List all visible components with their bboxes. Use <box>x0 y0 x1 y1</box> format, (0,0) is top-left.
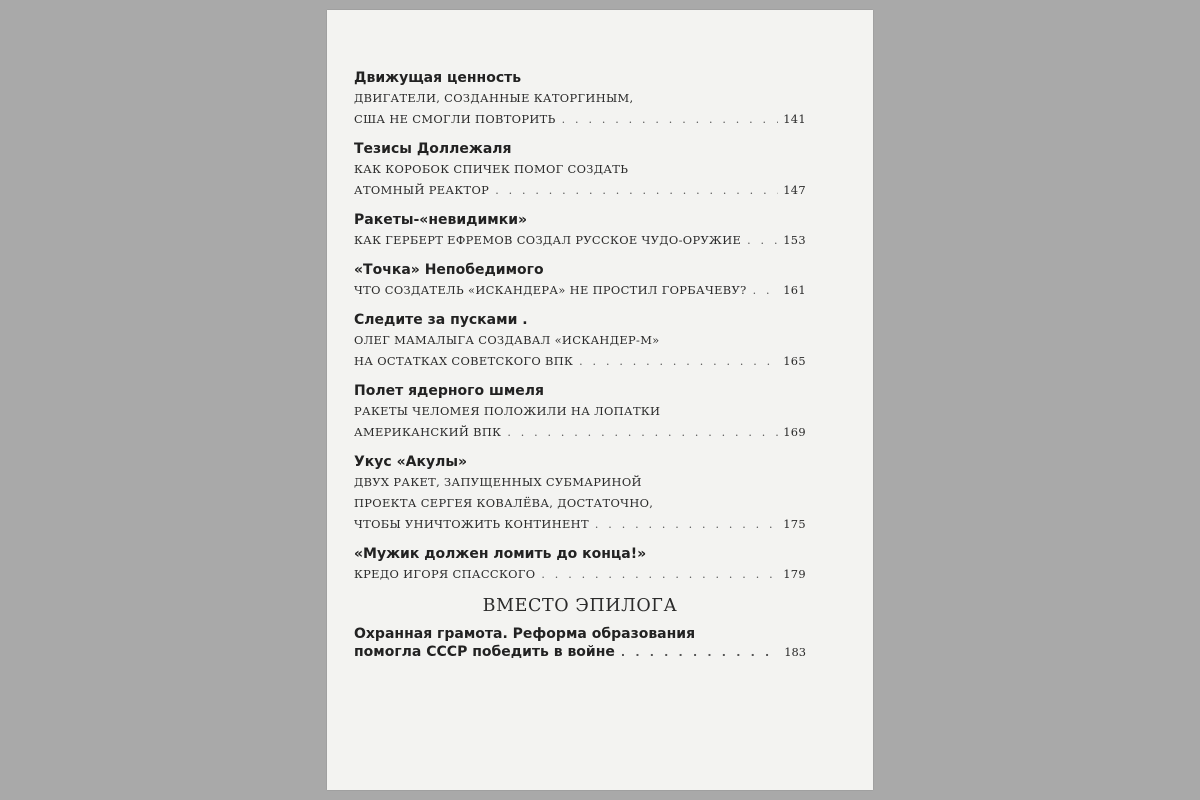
chapter-subtitle-text: АМЕРИКАНСКИЙ ВПК <box>354 425 502 439</box>
page-number: 147 <box>783 183 806 197</box>
dot-leader <box>595 514 778 535</box>
chapter-subtitle-text: ЧТО СОЗДАТЕЛЬ «ИСКАНДЕРА» НЕ ПРОСТИЛ ГОРБАЧЕВУ? <box>354 283 747 297</box>
chapter-subtitle-line: КАК КОРОБОК СПИЧЕК ПОМОГ СОЗДАТЬ <box>354 162 629 176</box>
chapter-subtitle-line <box>354 351 806 372</box>
dot-leader <box>507 422 778 443</box>
dot-leader <box>753 280 779 301</box>
toc-entry <box>354 139 806 201</box>
chapter-subtitle-line <box>354 280 806 301</box>
chapter-subtitle-text: США НЕ СМОГЛИ ПОВТОРИТЬ <box>354 112 556 126</box>
chapter-subtitle-line <box>354 422 806 443</box>
dot-leader <box>579 351 778 372</box>
chapter-title: Ракеты-«невидимки» <box>354 212 528 228</box>
toc-entry <box>354 260 806 301</box>
epilogue-title-text: помогла СССР победить в войне <box>354 644 615 660</box>
toc-entry-epilogue <box>354 625 806 661</box>
chapter-subtitle-line: ДВИГАТЕЛИ, СОЗДАННЫЕ КАТОРГИНЫМ, <box>354 91 634 105</box>
chapter-subtitle-text: ЧТОБЫ УНИЧТОЖИТЬ КОНТИНЕНТ <box>354 517 589 531</box>
dot-leader <box>541 564 778 585</box>
epilogue-title-line: Охранная грамота. Реформа образования <box>354 626 696 642</box>
chapter-subtitle-line <box>354 230 806 251</box>
toc-entry <box>354 544 806 585</box>
chapter-subtitle-text: КАК ГЕРБЕРТ ЕФРЕМОВ СОЗДАЛ РУССКОЕ ЧУДО-ОРУЖИЕ <box>354 233 742 247</box>
chapter-title: «Точка» Непобедимого <box>354 262 544 278</box>
chapter-subtitle-text: АТОМНЫЙ РЕАКТОР <box>354 183 490 197</box>
chapter-subtitle-text: КРЕДО ИГОРЯ СПАССКОГО <box>354 567 536 581</box>
chapter-subtitle-line <box>354 109 806 130</box>
chapter-title: Движущая ценность <box>354 70 522 86</box>
chapter-title: Укус «Акулы» <box>354 454 468 470</box>
page-number: 141 <box>783 112 806 126</box>
page-number: 153 <box>783 233 806 247</box>
chapter-title: «Мужик должен ломить до конца!» <box>354 546 647 562</box>
page-number: 161 <box>783 283 806 297</box>
chapter-subtitle-line: РАКЕТЫ ЧЕЛОМЕЯ ПОЛОЖИЛИ НА ЛОПАТКИ <box>354 404 661 418</box>
chapter-title: Тезисы Доллежаля <box>354 141 512 157</box>
dot-leader <box>621 644 779 662</box>
chapter-subtitle-text: НА ОСТАТКАХ СОВЕТСКОГО ВПК <box>354 354 574 368</box>
page-number: 169 <box>783 425 806 439</box>
toc-entry <box>354 381 806 443</box>
chapter-subtitle-line: ОЛЕГ МАМАЛЫГА СОЗДАВАЛ «ИСКАНДЕР-М» <box>354 333 660 347</box>
chapter-subtitle-line: ДВУХ РАКЕТ, ЗАПУЩЕННЫХ СУБМАРИНОЙ <box>354 475 642 489</box>
chapter-subtitle-line <box>354 180 806 201</box>
table-of-contents <box>354 68 806 661</box>
page-number: 175 <box>783 517 806 531</box>
dot-leader <box>562 109 779 130</box>
page-number: 179 <box>783 567 806 581</box>
dot-leader <box>495 180 778 201</box>
epilogue-title-line <box>354 643 806 661</box>
page-number: 183 <box>784 645 806 659</box>
section-heading: ВМЕСТО ЭПИЛОГА <box>482 596 678 616</box>
toc-entry <box>354 210 806 251</box>
chapter-title: Полет ядерного шмеля <box>354 383 545 399</box>
chapter-subtitle-line <box>354 514 806 535</box>
toc-entry <box>354 68 806 130</box>
chapter-title: Следите за пусками . <box>354 312 528 328</box>
toc-entry <box>354 452 806 535</box>
book-page <box>327 10 873 790</box>
page-number: 165 <box>783 354 806 368</box>
chapter-subtitle-line <box>354 564 806 585</box>
chapter-subtitle-line: ПРОЕКТА СЕРГЕЯ КОВАЛЁВА, ДОСТАТОЧНО, <box>354 496 654 510</box>
dot-leader <box>747 230 778 251</box>
toc-entry <box>354 310 806 372</box>
